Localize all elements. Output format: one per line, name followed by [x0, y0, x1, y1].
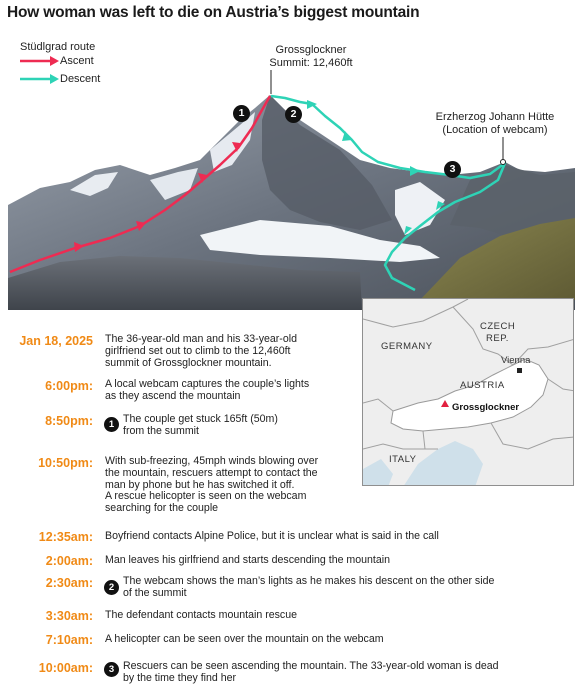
map-label-czech: CZECH	[480, 321, 516, 332]
marker-badge-3: 3	[444, 161, 461, 178]
legend-ascent-label: Ascent	[60, 55, 94, 67]
timeline-line: The 36-year-old man and his 33-year-old	[105, 333, 297, 345]
timeline-time: 10:00am:	[38, 661, 93, 675]
timeline-marker-3: 3	[104, 662, 119, 677]
timeline-text	[105, 610, 297, 622]
locator-map	[362, 298, 574, 486]
timeline-line: The couple get stuck 165ft (50m)	[123, 413, 278, 425]
summit-elevation-label: Summit: 12,460ft	[269, 57, 353, 69]
summit-name-label: Grossglockner	[275, 44, 347, 56]
timeline-line: Rescuers can be seen ascending the mountain. The 33-year-old woman is dead	[123, 660, 499, 672]
timeline-time: 2:00am:	[45, 554, 93, 568]
timeline-line: The defendant contacts mountain rescue	[105, 609, 297, 621]
hut-name-label: Erzherzog Johann Hütte	[435, 111, 555, 123]
timeline-line: as they ascend the mountain	[105, 389, 241, 402]
legend-ascent-arrow	[50, 56, 59, 66]
timeline-text	[105, 634, 384, 646]
timeline-text	[105, 456, 318, 515]
map-label-grossglockner: Grossglockner	[452, 402, 520, 413]
timeline-time: Jan 18, 2025	[19, 334, 93, 348]
map-label-vienna: Vienna	[501, 355, 531, 366]
timeline-text	[105, 379, 309, 403]
timeline-line: summit of Grossglockner mountain.	[105, 356, 272, 369]
timeline-time: 7:10am:	[45, 633, 93, 647]
timeline-line: Man leaves his girlfriend and starts descending the mountain	[105, 554, 391, 566]
legend-descent-label: Descent	[60, 73, 101, 85]
timeline-time: 2:30am:	[45, 576, 93, 590]
timeline-marker-1: 1	[104, 417, 119, 432]
page-title: How woman was left to die on Austria’s biggest mountain	[7, 4, 420, 21]
timeline-line: by the time they find her	[123, 671, 237, 684]
timeline-line: girlfriend set out to climb to the 12,460ft	[105, 344, 291, 357]
timeline-time: 8:50pm:	[45, 414, 93, 428]
timeline-text	[105, 555, 390, 567]
timeline-line: A local webcam captures the couple’s lights	[105, 378, 310, 390]
marker-badge-2: 2	[285, 106, 302, 123]
timeline-text	[123, 576, 494, 600]
timeline-line: A helicopter can be seen over the mountain on the webcam	[105, 633, 384, 645]
timeline-text	[105, 531, 439, 543]
map-label-rep: REP.	[486, 333, 509, 344]
timeline-line: of the summit	[123, 586, 187, 599]
timeline-line: man by phone but he has switched it off.	[105, 478, 295, 491]
timeline-time: 10:50pm:	[38, 456, 93, 470]
map-label-germany: GERMANY	[381, 341, 433, 352]
timeline-text	[123, 661, 499, 685]
timeline-text	[123, 414, 278, 438]
marker-badge-1: 1	[233, 105, 250, 122]
legend-descent-arrow	[50, 74, 59, 84]
hut-location-label: (Location of webcam)	[442, 124, 548, 136]
timeline-line: A rescue helicopter is seen on the webcam	[105, 490, 307, 503]
timeline-text	[105, 334, 297, 369]
timeline-line: the mountain, rescuers attempt to contact the	[105, 466, 318, 479]
timeline-time: 3:30am:	[45, 609, 93, 623]
timeline-time: 6:00pm:	[45, 379, 93, 393]
vienna-marker	[517, 368, 522, 373]
legend-route-title: Stüdlgrad route	[20, 41, 96, 53]
timeline-marker-2: 2	[104, 580, 119, 595]
webcam-location-dot	[501, 160, 506, 165]
map-label-austria: AUSTRIA	[460, 380, 505, 391]
map-label-italy: ITALY	[389, 454, 417, 465]
timeline-time: 12:35am:	[38, 530, 93, 544]
timeline-line: searching for the couple	[105, 502, 219, 515]
timeline-line: With sub-freezing, 45mph winds blowing over	[105, 455, 319, 467]
timeline-line: from the summit	[123, 424, 199, 437]
timeline-line: The webcam shows the man’s lights as he makes his descent on the other side	[123, 575, 495, 587]
timeline-line: Boyfriend contacts Alpine Police, but it is unclear what is said in the call	[105, 530, 439, 542]
